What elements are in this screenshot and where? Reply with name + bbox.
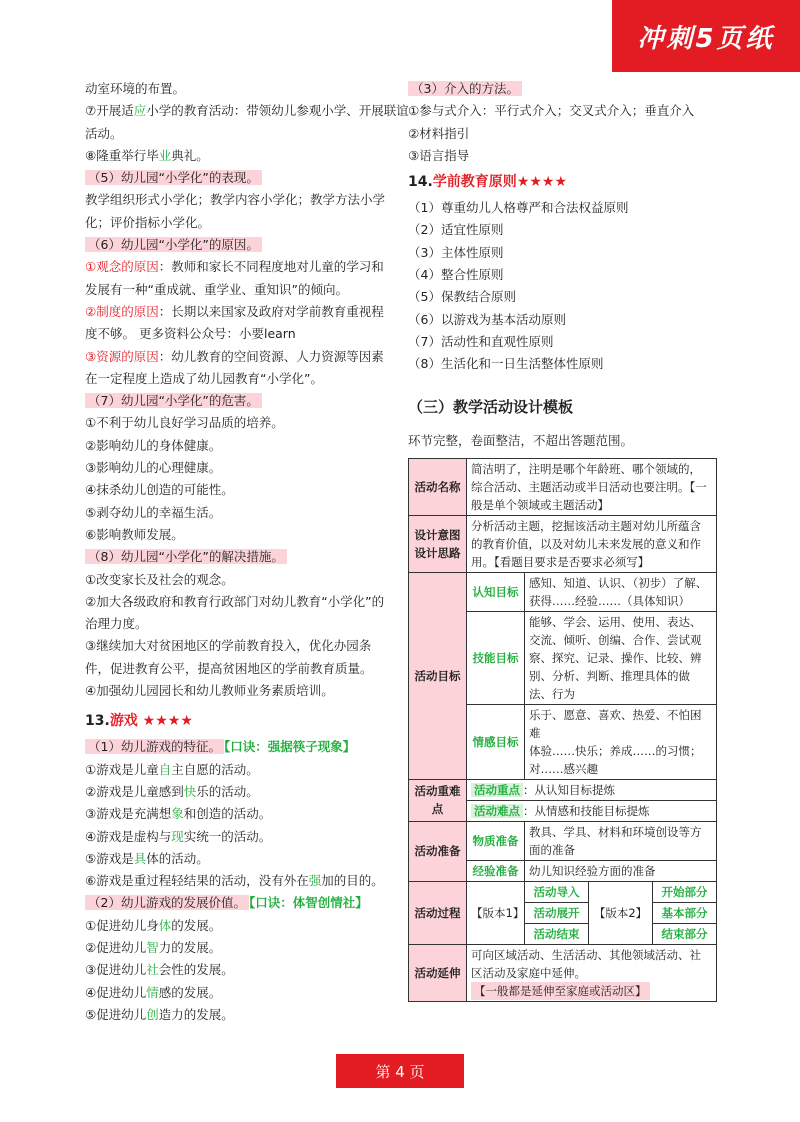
list-item: ①促进幼儿身体的发展。	[85, 917, 222, 933]
list-item: ③影响幼儿的心理健康。	[85, 460, 222, 476]
list-item: ③游戏是充满想象和创造的活动。	[85, 806, 272, 822]
list-item: ③语言指导	[408, 147, 470, 163]
list-item: ②游戏是儿童感到快乐的活动。	[85, 783, 259, 799]
table-row	[409, 458, 717, 515]
row-label: 活动准备	[409, 821, 467, 881]
principle-item: （5）保教结合原则	[408, 289, 516, 305]
left-column	[85, 78, 409, 1026]
sub-label: 经验准备	[467, 860, 525, 881]
step-label: 基本部分	[653, 902, 717, 923]
list-item: ③继续加大对贫困地区的学前教育投入，优化办园条件，促进教育公平，提高贫困地区的学前教育质量。	[85, 638, 373, 676]
table-cell: 分析活动主题，挖掘该活动主题对幼儿所蕴含的教育价值，以及对幼儿未来发展的意义和作用。【看题目要求是否要求必须写】	[467, 515, 717, 572]
section-heading: （1）幼儿游戏的特征。	[85, 739, 224, 754]
list-item: ①不利于幼儿良好学习品质的培养。	[85, 415, 284, 431]
paragraph: 教学组织形式小学化；教学内容小学化；教学方法小学化；评价指标小学化。	[85, 192, 386, 230]
step-label: 活动结束	[525, 923, 589, 944]
list-item: ④抹杀幼儿创造的可能性。	[85, 482, 234, 498]
section-heading: （2）幼儿游戏的发展价值。	[85, 895, 249, 910]
list-item: ⑥游戏是重过程轻结果的活动，没有外在强加的目的。	[85, 873, 384, 889]
reason-item: ①观念的原因：教师和家长不同程度地对儿童的学习和发展有一种“重成就、重学业、重知识”的倾向。	[85, 259, 384, 297]
list-item: ③促进幼儿社会性的发展。	[85, 962, 234, 978]
list-item: ②加大各级政府和教育行政部门对幼儿教育“小学化”的治理力度。	[85, 593, 385, 632]
section-heading: （3）介入的方法。	[408, 81, 522, 96]
table-cell: 幼儿知识经验方面的准备	[525, 860, 717, 881]
principle-item: （4）整合性原则	[408, 267, 504, 283]
page-number: 第 4 页	[336, 1054, 464, 1088]
sub-label: 技能目标	[467, 611, 525, 704]
row-label: 活动目标	[409, 572, 467, 779]
part-three-title: （三）教学活动设计模板	[408, 397, 574, 416]
table-cell: 能够、学会、运用、使用、表达、交流、倾听、创编、合作、尝试观察、探究、记录、操作、比较、辨别、分析、判断、推理具体的做法、行为	[525, 611, 717, 704]
section-13-title: 13.游戏 ★★★★	[85, 713, 193, 730]
list-item: ②材料指引	[408, 125, 470, 141]
version-label: 【版本2】	[589, 881, 653, 944]
right-column	[408, 78, 718, 1002]
section-heading: （6）幼儿园“小学化”的原因。	[85, 237, 262, 252]
table-cell: 可向区域活动、生活活动、其他领域活动、社区活动及家庭中延伸。 【一般都是延伸至家庭或活动区】	[467, 944, 717, 1001]
table-row	[409, 881, 717, 902]
table-cell: 感知、知道、认识、（初步）了解、获得……经验……（具体知识）	[525, 572, 717, 611]
mnemonic: 【口诀：强据筷子现象】	[223, 739, 356, 755]
step-label: 结束部分	[653, 923, 717, 944]
list-item: ⑤游戏是具体的活动。	[85, 850, 209, 866]
section-heading: （5）幼儿园“小学化”的表现。	[85, 170, 262, 185]
row-label: 设计意图设计思路	[409, 515, 467, 572]
list-item-cont: 活动。	[85, 125, 123, 141]
table-cell: 乐于、愿意、喜欢、热爱、不怕困难 体验……快乐；养成……的习惯；对……感兴趣	[525, 704, 717, 779]
list-item: ①游戏是儿童自主自愿的活动。	[85, 761, 259, 777]
list-item: ④游戏是虚构与现实统一的活动。	[85, 828, 272, 844]
row-label: 活动重难点	[409, 779, 467, 821]
table-row	[409, 572, 717, 611]
list-item: ⑤促进幼儿创造力的发展。	[85, 1006, 234, 1022]
sub-label: 认知目标	[467, 572, 525, 611]
reason-item: ②制度的原因：长期以来国家及政府对学前教育重视程度不够。 更多资料公众号：小要learn	[85, 303, 384, 342]
table-cell: 简洁明了，注明是哪个年龄班、哪个领域的，综合活动、主题活动或半日活动也要注明。【一般是单个领域或主题活动】	[467, 458, 717, 515]
page-badge: 冲刺5页纸	[612, 0, 800, 72]
row-label: 活动名称	[409, 458, 467, 515]
row-label: 活动过程	[409, 881, 467, 944]
section-heading: （8）幼儿园“小学化”的解决措施。	[85, 549, 287, 564]
section-14-title: 14.学前教育原则★★★★	[408, 174, 568, 191]
part-three-note: 环节完整，卷面整洁，不超出答题范围。	[408, 432, 634, 448]
step-label: 活动展开	[525, 902, 589, 923]
step-label: 活动导入	[525, 881, 589, 902]
version-label: 【版本1】	[467, 881, 525, 944]
lesson-plan-template-table	[408, 458, 717, 1002]
list-item: ①参与式介入：平行式介入；交叉式介入；垂直介入	[408, 103, 695, 119]
list-item: ⑥影响教师发展。	[85, 526, 184, 542]
table-row	[409, 944, 717, 1001]
list-item: ⑤剥夺幼儿的幸福生活。	[85, 504, 222, 520]
table-row	[409, 515, 717, 572]
table-cell: 教具、学具、材料和环境创设等方面的准备	[525, 821, 717, 860]
table-row	[409, 779, 717, 800]
step-label: 开始部分	[653, 881, 717, 902]
list-item: ④加强幼儿园园长和幼儿教师业务素质培训。	[85, 683, 334, 699]
table-cell: 活动重点 ：从认知目标提炼	[467, 779, 717, 800]
table-row	[409, 821, 717, 860]
principle-item: （2）适宜性原则	[408, 222, 504, 238]
section-heading: （7）幼儿园“小学化”的危害。	[85, 393, 262, 408]
mnemonic: 【口诀：体智创情社】	[248, 895, 368, 911]
principle-item: （8）生活化和一日生活整体性原则	[408, 356, 604, 372]
principle-item: （1）尊重幼儿人格尊严和合法权益原则	[408, 200, 629, 216]
sub-label: 物质准备	[467, 821, 525, 860]
list-item: ②影响幼儿的身体健康。	[85, 437, 222, 453]
list-item: ⑦开展适应小学的教育活动：带领幼儿参观小学、开展联谊	[85, 103, 409, 119]
list-item: ④促进幼儿情感的发展。	[85, 984, 222, 1000]
reason-item: ③资源的原因：幼儿教育的空间资源、人力资源等因素在一定程度上造成了幼儿园教育“小学化”。	[85, 348, 384, 386]
table-cell: 活动难点 ：从情感和技能目标提炼	[467, 800, 717, 821]
principle-item: （6）以游戏为基本活动原则	[408, 311, 566, 327]
row-label: 活动延伸	[409, 944, 467, 1001]
principle-item: （3）主体性原则	[408, 244, 504, 260]
list-item: ⑧隆重举行毕业典礼。	[85, 147, 209, 163]
sub-label: 情感目标	[467, 704, 525, 779]
list-item: ①改变家长及社会的观念。	[85, 571, 234, 587]
principle-item: （7）活动性和直观性原则	[408, 333, 554, 349]
intro-line: 动室环境的布置。	[85, 81, 186, 96]
list-item: ②促进幼儿智力的发展。	[85, 939, 222, 955]
